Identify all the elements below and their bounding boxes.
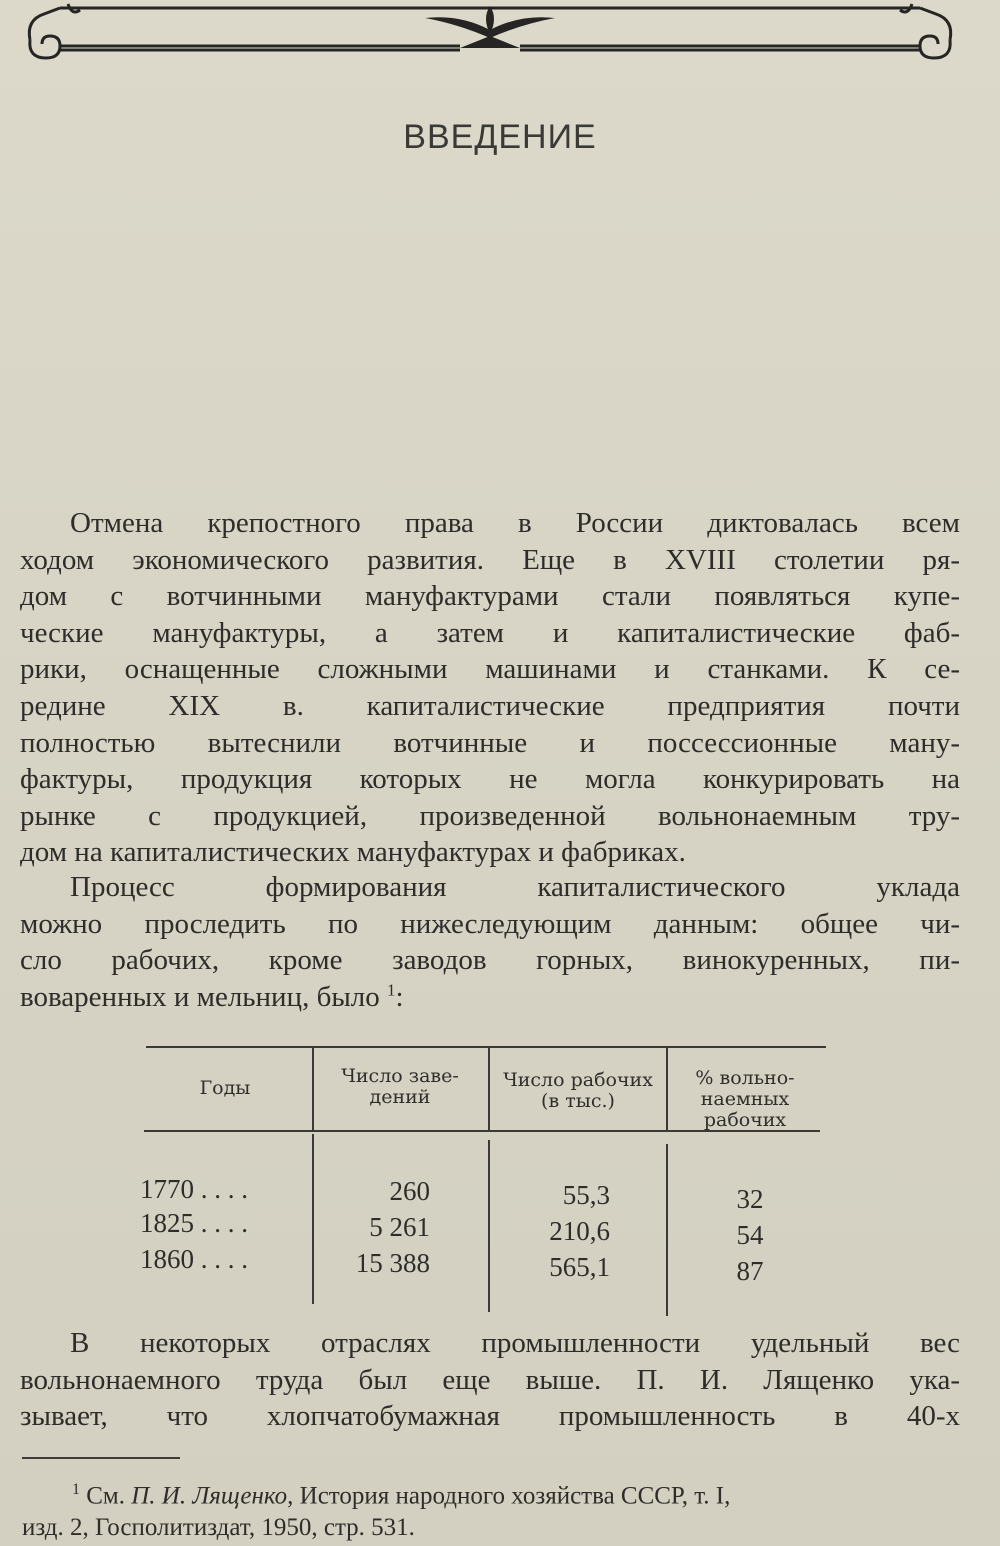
text-line: можно проследить по нижеследующим данным: общее чи- (20, 907, 960, 940)
paragraph-1 (20, 505, 960, 871)
column-divider (666, 1144, 668, 1316)
text-line: Отмена крепостного права в России диктовалась всем (70, 507, 960, 539)
footnote-separator (22, 1457, 180, 1459)
header-percent-hired: % вольно- наемных рабочих (695, 1067, 795, 1131)
text-line: рики, оснащенные сложными машинами и станками. К се- (20, 653, 960, 686)
header-establishments: Число заве- дений (341, 1065, 459, 1108)
text-line (20, 979, 960, 1016)
paragraph-2 (20, 869, 960, 1015)
text-line: рынке с продукцией, произведенной вольнонаемным тру- (20, 799, 960, 832)
text-line: дом с вотчинными мануфактурами стали появляться купе- (20, 580, 960, 613)
cell-establishments: 260 (389, 1176, 430, 1206)
paragraph-3 (20, 1325, 960, 1435)
footnote-reference: 1 (387, 980, 396, 1000)
footnote-author: П. И. Лященко, (131, 1482, 294, 1510)
footnote-source: История народного хозяйства СССР, т. I, (299, 1482, 731, 1510)
text-line: зывает, что хлопчатобумажная промышленность в 40-х (20, 1400, 960, 1433)
text-line: фактуры, продукция которых не могла конкурировать на (20, 763, 960, 796)
cell-workers: 210,6 (549, 1216, 610, 1246)
cell-percent: 54 (736, 1220, 764, 1250)
column-divider (666, 1046, 668, 1130)
cell-establishments: 15 388 (355, 1248, 430, 1278)
footnote (22, 1474, 962, 1544)
column-divider (312, 1046, 314, 1130)
header-ornament (20, 0, 960, 70)
footnote-mark: 1 (72, 1481, 80, 1498)
column-divider (312, 1134, 314, 1304)
table-top-rule (146, 1046, 826, 1048)
cell-percent: 87 (736, 1256, 764, 1286)
footnote-prefix: См. (86, 1482, 125, 1510)
header-workers: Число рабочих (в тыс.) (503, 1069, 653, 1112)
cell-workers: 55,3 (562, 1180, 610, 1210)
text-line: Процесс формирования капиталистического уклада (70, 871, 960, 903)
column-divider (488, 1140, 490, 1312)
cell-year: 1770 . . . . (140, 1174, 248, 1204)
text-line: вольнонаемного труда был еще выше. П. И. Лященко ука- (20, 1363, 960, 1396)
cell-workers: 565,1 (549, 1252, 610, 1282)
cell-year: 1860 . . . . (140, 1244, 248, 1274)
cell-establishments: 5 261 (369, 1212, 430, 1242)
text-line: ходом экономического развития. Еще в XVIII столетии ря- (20, 543, 960, 576)
cell-percent: 32 (736, 1184, 764, 1214)
text-fragment: : (395, 980, 404, 1013)
text-line: дом на капиталистических мануфактурах и фабриках. (20, 836, 686, 869)
cell-year: 1825 . . . . (140, 1208, 248, 1238)
statistics-table (140, 1040, 830, 1320)
text-line: сло рабочих, кроме заводов горных, винокуренных, пи- (20, 944, 960, 977)
chapter-title: ВВЕДЕНИЕ (403, 118, 597, 156)
header-years: Годы (199, 1077, 251, 1099)
text-line: полностью вытеснили вотчинные и поссессионные ману- (20, 726, 960, 759)
text-line: В некоторых отраслях промышленности удельный вес (70, 1327, 960, 1359)
footnote-line (22, 1474, 962, 1512)
text-line: ческие мануфактуры, а затем и капиталистические фаб- (20, 616, 960, 649)
text-fragment: воваренных и мельниц, было (20, 980, 380, 1013)
text-line: редине XIX в. капиталистические предприятия почти (20, 689, 960, 722)
footnote-line: изд. 2, Госполитиздат, 1950, стр. 531. (22, 1514, 415, 1542)
